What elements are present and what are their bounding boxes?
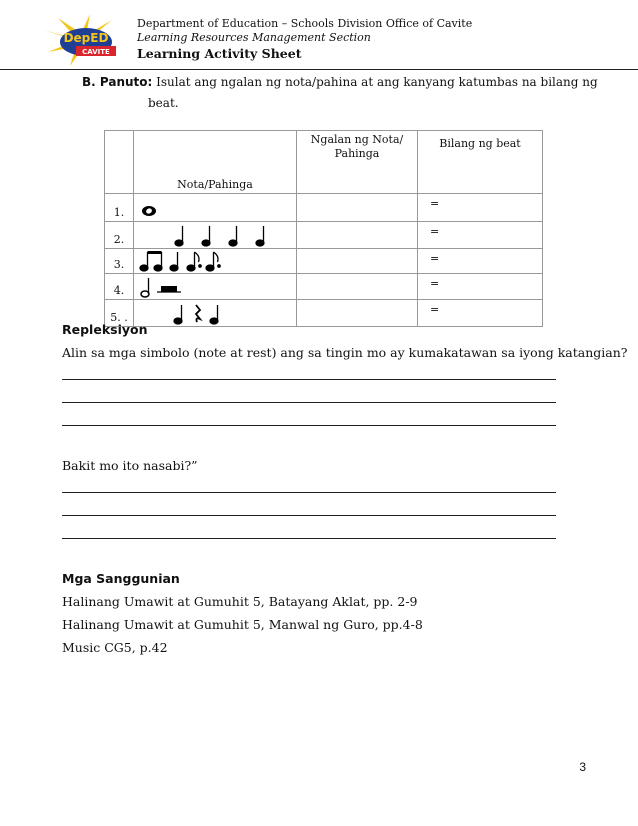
- whole-note-icon: [134, 194, 296, 220]
- beat-cell[interactable]: =: [418, 222, 543, 249]
- answer-cell[interactable]: [297, 274, 418, 300]
- beat-cell[interactable]: =: [418, 274, 543, 300]
- notes-table: [104, 130, 543, 327]
- instruction: [82, 72, 602, 114]
- row-number: 3.: [105, 249, 134, 274]
- row-number: 5. .: [105, 300, 134, 327]
- row-number: 4.: [105, 274, 134, 300]
- page-number: 3: [579, 760, 586, 774]
- answer-cell[interactable]: [297, 194, 418, 222]
- answer-line[interactable]: [62, 538, 556, 539]
- table-row: [105, 274, 543, 300]
- col-header-nota: Nota/Pahinga: [134, 131, 297, 194]
- header-section: Learning Resources Management Section: [137, 31, 371, 44]
- col-header-beat: Bilang ng beat: [418, 131, 543, 194]
- answer-line[interactable]: [62, 515, 556, 516]
- header-department: Department of Education – Schools Division Office of Cavite: [137, 17, 473, 30]
- half-note-rest-icon: [134, 274, 296, 299]
- row-symbols: [134, 274, 297, 300]
- svg-text:CAVITE: CAVITE: [82, 48, 110, 56]
- answer-cell[interactable]: [297, 222, 418, 249]
- table-row: [105, 222, 543, 249]
- row-symbols: [134, 249, 297, 274]
- header-title: Learning Activity Sheet: [137, 46, 302, 61]
- reference-item: Music CG5, p.42: [62, 640, 168, 655]
- beat-cell[interactable]: =: [418, 194, 543, 222]
- row-number: 2.: [105, 222, 134, 249]
- svg-text:DepED: DepED: [63, 31, 109, 45]
- row-number: 1.: [105, 194, 134, 222]
- answer-cell[interactable]: [297, 300, 418, 327]
- header-divider: [0, 69, 638, 70]
- instruction-text: Isulat ang ngalan ng nota/pahina at ang kanyang katumbas na bilang ng: [152, 75, 598, 89]
- row-symbols: [134, 222, 297, 249]
- table-row: [105, 249, 543, 274]
- beat-cell[interactable]: =: [418, 249, 543, 274]
- table-row: [105, 300, 543, 327]
- mixed-notes-icon: [134, 249, 296, 273]
- quarter-rest-notes-icon: [134, 300, 296, 326]
- col-header-ngalan: Ngalan ng Nota/ Pahinga: [297, 131, 418, 194]
- deped-cavite-logo: [40, 12, 130, 68]
- answer-cell[interactable]: [297, 249, 418, 274]
- reflection-question: Alin sa mga simbolo (note at rest) ang sa tingin mo ay kumakatawan sa iyong katangian?: [62, 345, 628, 360]
- reflection-title: Repleksiyon: [62, 322, 148, 337]
- answer-line[interactable]: [62, 492, 556, 493]
- table-header-row: [105, 131, 543, 194]
- answer-line[interactable]: [62, 402, 556, 403]
- answer-line[interactable]: [62, 379, 556, 380]
- references-title: Mga Sanggunian: [62, 571, 180, 586]
- reflection-why: Bakit mo ito nasabi?”: [62, 458, 198, 473]
- reference-item: Halinang Umawit at Gumuhit 5, Batayang Aklat, pp. 2-9: [62, 594, 418, 609]
- instruction-text-cont: beat.: [148, 96, 179, 110]
- row-symbols: [134, 300, 297, 327]
- beat-cell[interactable]: =: [418, 300, 543, 327]
- row-symbols: [134, 194, 297, 222]
- reference-item: Halinang Umawit at Gumuhit 5, Manwal ng Guro, pp.4-8: [62, 617, 423, 632]
- quarter-notes-icon: [134, 222, 296, 248]
- table-row: [105, 194, 543, 222]
- instruction-label: B. Panuto:: [82, 75, 153, 89]
- answer-line[interactable]: [62, 425, 556, 426]
